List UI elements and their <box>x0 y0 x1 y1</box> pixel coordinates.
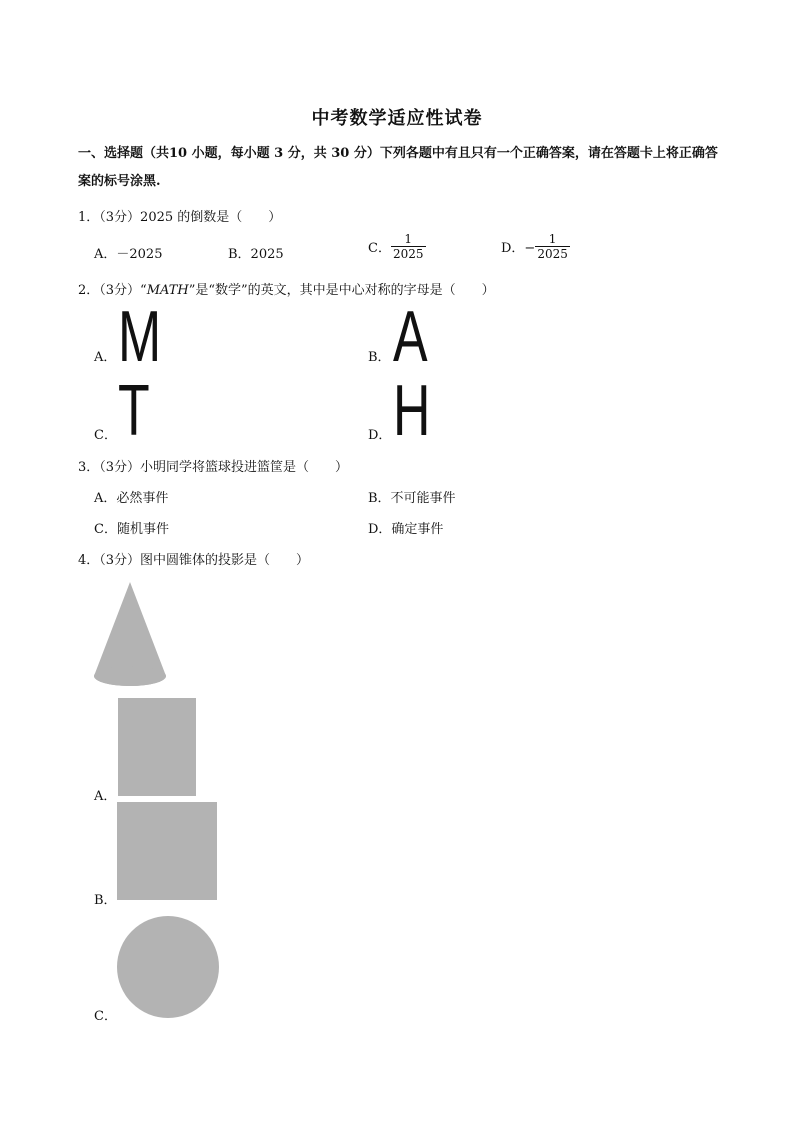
letter-a-image: A <box>393 297 428 377</box>
letter-t-image: T <box>118 371 150 451</box>
question-3-option-d: D．确定事件 <box>368 522 444 537</box>
page-title: 中考数学适应性试卷 <box>311 108 483 129</box>
question-4-option-c-label: C． <box>94 1009 117 1024</box>
option-c-label: C． <box>368 241 391 256</box>
question-4-stem: 4．（3分）图中圆锥体的投影是（ ） <box>78 553 310 568</box>
question-1-option-d <box>501 232 570 261</box>
fraction <box>535 232 570 261</box>
rectangle-projection <box>118 698 196 796</box>
question-2-option-b-label: B． <box>368 350 391 365</box>
question-1-option-c <box>368 232 426 261</box>
question-2-option-d-label: D． <box>368 428 392 443</box>
letter-m-image: M <box>118 297 162 377</box>
fraction-denominator: 2025 <box>537 247 568 261</box>
question-3-option-b: B．不可能事件 <box>368 491 456 506</box>
math-word: MATH <box>146 283 189 298</box>
question-1-option-a: A．－2025 <box>94 247 163 262</box>
question-3-stem: 3．（3分）小明同学将篮球投进篮筐是（ ） <box>78 460 349 475</box>
question-2-option-a-label: A． <box>94 350 117 365</box>
fraction <box>391 232 426 261</box>
fraction-numerator: 1 <box>548 232 557 246</box>
square-projection <box>117 802 217 900</box>
fraction-denominator: 2025 <box>392 247 424 261</box>
question-4-option-b-label: B． <box>94 893 117 908</box>
question-1-stem: 1．（3分）2025 的倒数是（ ） <box>78 210 282 225</box>
stem-suffix: ”是“数学”的英文，其中是中心对称的字母是（ ） <box>188 283 495 298</box>
question-3-option-a: A．必然事件 <box>94 491 169 506</box>
fraction-numerator: 1 <box>404 232 413 246</box>
section-instructions: 一、选择题（共10 小题，每小题 3 分，共 30 分）下列各题中有且只有一个正确答案，请在答题卡上将正确答案的标号涂黑. <box>78 146 718 189</box>
question-2-option-c-label: C． <box>94 428 117 443</box>
cone-figure <box>90 580 170 690</box>
circle-projection <box>117 916 219 1018</box>
question-2-stem <box>78 279 495 298</box>
question-1-option-b: B．2025 <box>228 247 284 262</box>
question-4-option-a-label: A． <box>94 789 117 804</box>
stem-prefix: 2．（3分）“ <box>78 283 147 298</box>
question-3-option-c: C．随机事件 <box>94 522 169 537</box>
letter-h-image: H <box>393 371 431 451</box>
option-d-label: D．− <box>501 241 536 256</box>
